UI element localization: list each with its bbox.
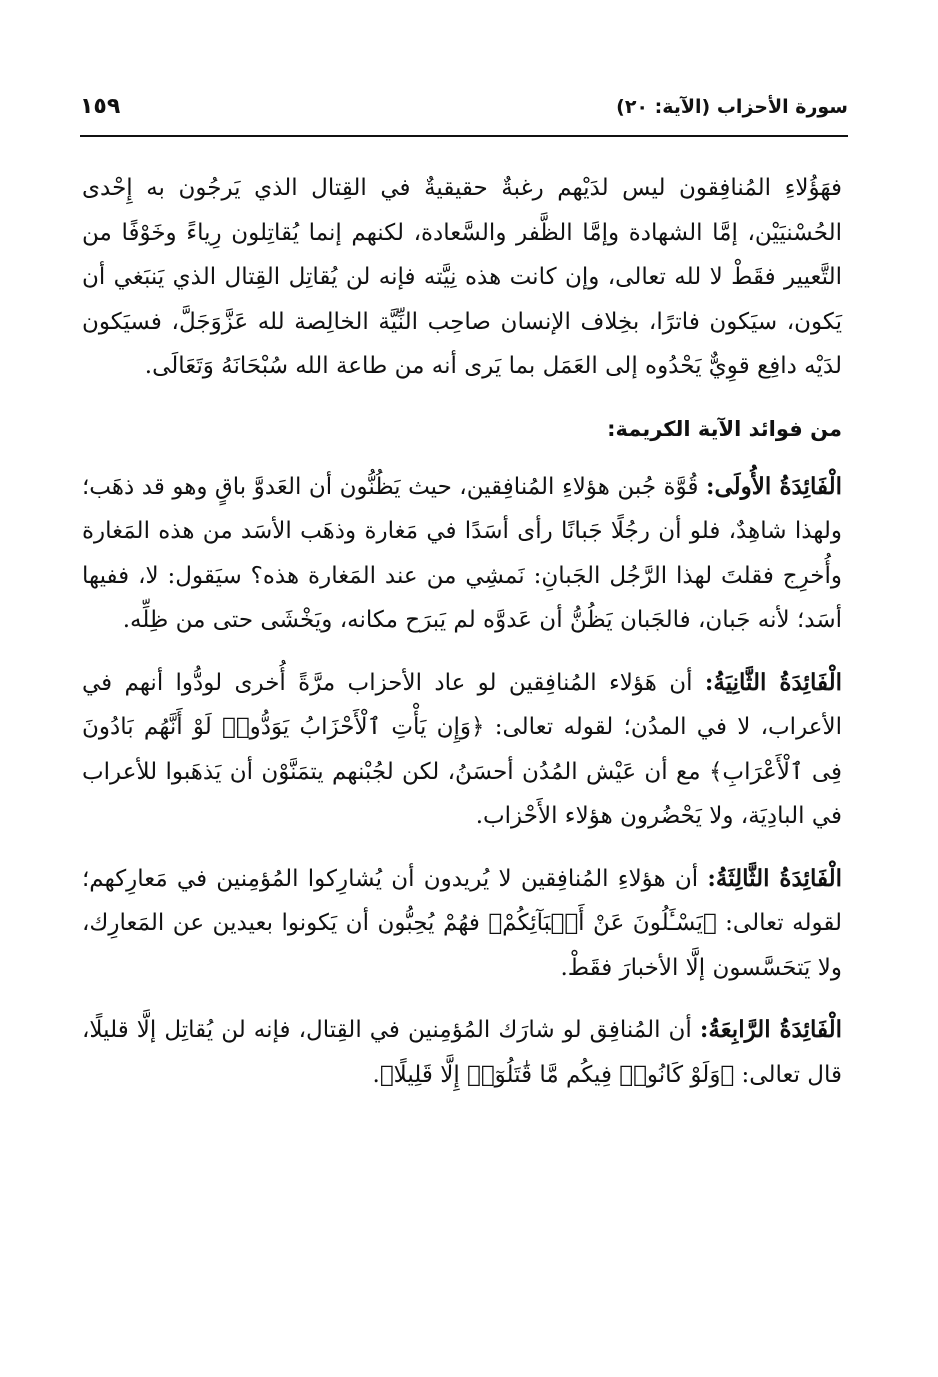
- section-heading: من فوائد الآية الكريمة:: [607, 416, 842, 441]
- page-header: [80, 88, 848, 128]
- benefit-paragraph-1: [82, 465, 842, 643]
- running-header-title: سورة الأحزاب (الآية: ٢٠): [616, 96, 848, 118]
- header-divider: [80, 135, 848, 137]
- benefit-title-2: الْفَائِدَةُ الثَّانِيَةُ:: [704, 668, 843, 696]
- benefit-title-1: الْفَائِدَةُ الأُولَى:: [705, 472, 843, 500]
- benefit-text-4: أن المُنافِق لو شارَك المُؤمِنين في القِتال، فإنه لن يُقاتِل إلَّا قليلًا، قال تعالى: ﴿وَلَوْ كَانُوا۟ فِيكُم مَّا قَٰتَلُوٓا۟ إِلَّا قَلِيلًا﴾.: [82, 1017, 842, 1088]
- benefit-text-1: قُوَّة جُبن هؤلاءِ المُنافِقين، حيث يَظُنُّون أن العَدوَّ باقٍ وهو قد ذهَب؛ ولهذا شاهِدٌ، فلو أن رجُلًا جَبانًا رأى أسَدًا في مَغارة وذهَب الأسَد من هذه المَغارة وأُخرِج فقلتَ لهذا الرَّجُل الجَبانِ: نَمشِي من عند المَغارة هذه؟ سيَقول: لا، ففيها أسَد؛ لأنه جَبان، فالجَبان يَظُنُّ أن عَدوَّه لم يَبرَح مكانه، ويَخْشَى حتى من ظِلِّه.: [82, 473, 842, 633]
- benefit-text-3: أن هؤلاءِ المُنافِقين لا يُريدون أن يُشارِكوا المُؤمِنين في مَعارِكهم؛ لقوله تعالى: ﴿يَسْـَٔلُونَ عَنْ أَنۢبَآئِكُمْ﴾ فهُمْ يُحِبُّون أن يَكونوا بعيدين عن المَعارِك، ولا يَتحَسَّسون إلَّا الأخبارَ فقَطْ.: [82, 865, 842, 981]
- benefit-title-3: الْفَائِدَةُ الثَّالِثَةُ:: [707, 864, 842, 892]
- benefit-text-2: أن هَؤلاء المُنافِقين لو عاد الأحزاب مرَّةً أُخرى لودُّوا أنهم في الأعراب، لا في المدُن؛ لقوله تعالى: ﴿وَإِن يَأْتِ ٱلْأَحْزَابُ يَوَدُّوا۟ لَوْ أَنَّهُم بَادُونَ فِى ٱلْأَعْرَابِ﴾ مع أن عَيْش المُدُن أحسَنُ، لكن لجُبْنهم يتمَنَّوْن أن يَذهَبوا للأعراب في البادِيَة، ولا يَحْضُرون هؤلاء الأَحْزاب.: [82, 669, 842, 829]
- intro-paragraph: فهَؤُلاءِ المُنافِقون ليس لدَيْهم رغبةٌ حقيقيةٌ في القِتال الذي يَرجُون به إِحْدى الحُسْنيَيْن، إمَّا الشهادة وإمَّا الظَّفر والسَّعادة، لكنهم إنما يُقاتِلون رِياءً وخَوْفًا من التَّعيير فقَطْ لا لله تعالى، وإن كانت هذه نِيَّته فإنه لن يُقاتِل القِتال الذي يَنبَغي أن يَكون، سيَكون فاترًا، بخِلاف الإنسان صاحِب النِّيَّة الخالِصة لله عَزَّوَجَلَّ، فسيَكون لدَيْه دافِع قوِيٌّ يَحْدُوه إلى العَمَل بما يَرى أنه من طاعة الله سُبْحَانَهُ وَتَعَالَى.: [82, 175, 842, 379]
- benefit-paragraph-2: [82, 661, 842, 839]
- page-body: [82, 166, 842, 1115]
- page-number: ١٥٩: [80, 94, 121, 119]
- benefit-title-4: الْفَائِدَةُ الرَّابِعَةُ:: [699, 1016, 843, 1043]
- benefit-paragraph-3: [82, 857, 842, 991]
- benefit-paragraph-4: [82, 1008, 842, 1097]
